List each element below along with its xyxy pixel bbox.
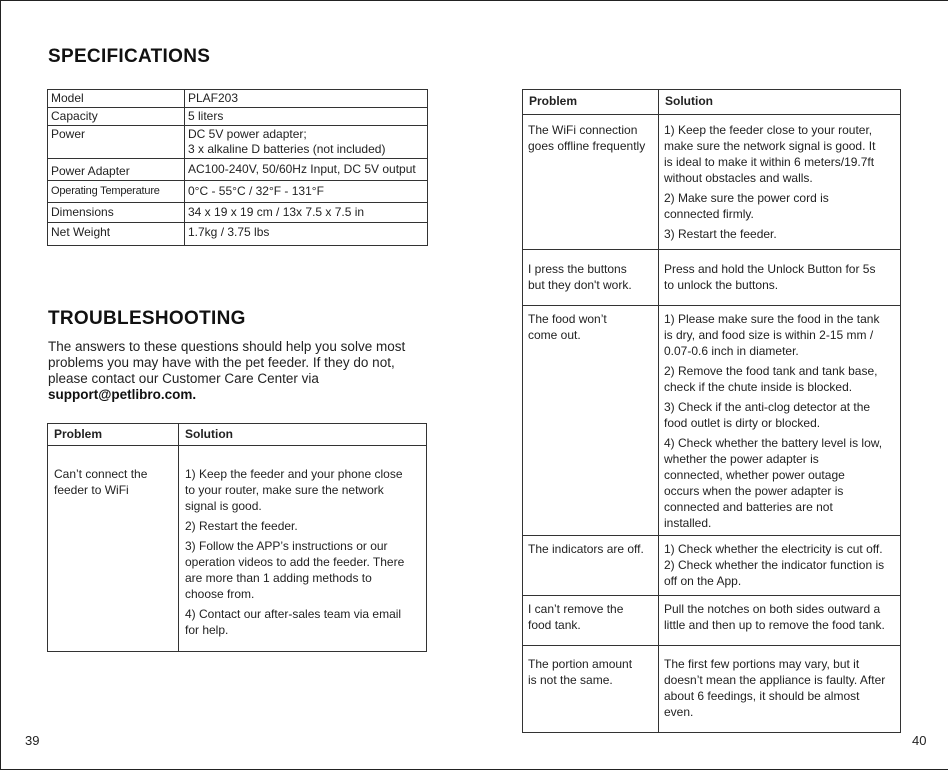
solution-line: is ideal to make it within 6 meters/19.7ft [664, 155, 875, 169]
solution-line: Pull the notches on both sides outward a [664, 602, 881, 616]
solution-line: 1) Keep the feeder and your phone close [185, 467, 403, 481]
solution-line: 2) Remove the food tank and tank base, [664, 364, 878, 378]
solution-line: to unlock the buttons. [664, 278, 779, 292]
solution-line: make sure the network signal is good. It [664, 139, 876, 153]
table-header-row [48, 424, 427, 446]
spec-row-model [48, 90, 428, 108]
solution-line: 0.07-0.6 inch in diameter. [664, 344, 799, 358]
troubleshooting-table-right [522, 89, 901, 733]
solution-line: 2) Make sure the power cord is [664, 191, 829, 205]
solution-cell [179, 446, 427, 652]
solution-step [664, 261, 895, 293]
column-header-solution: Solution [659, 90, 901, 115]
spec-value-line: 3 x alkaline D batteries (not included) [188, 142, 386, 156]
solution-line: connected and batteries are not [664, 500, 833, 514]
solution-line: choose from. [185, 587, 255, 601]
solution-step [185, 518, 420, 534]
solution-line: signal is good. [185, 499, 262, 513]
solution-line: 1) Keep the feeder close to your router, [664, 123, 873, 137]
spec-value [185, 181, 428, 203]
problem-line: I press the buttons [528, 262, 627, 276]
problem-line: The food won’t [528, 312, 607, 326]
solution-step [185, 466, 420, 514]
spec-row-power-adapter [48, 159, 428, 181]
troubleshooting-heading: TROUBLESHOOTING [48, 308, 246, 329]
solution-step [664, 399, 895, 431]
problem-cell [523, 596, 659, 646]
spec-value-line: 0°C - 55°C / 32°F - 131°F [188, 184, 324, 198]
solution-cell [659, 646, 901, 733]
solution-line: 1) Check whether the electricity is cut off. [664, 542, 883, 556]
problem-line: The indicators are off. [528, 542, 644, 556]
solution-line: off on the App. [664, 574, 742, 588]
column-header-solution: Solution [179, 424, 427, 446]
solution-step [664, 190, 895, 222]
problem-line: The WiFi connection [528, 123, 638, 137]
solution-step [664, 122, 895, 186]
solution-line: installed. [664, 516, 712, 530]
problem-cell [523, 306, 659, 536]
solution-step [664, 601, 895, 633]
spec-value-line: 5 liters [188, 109, 224, 123]
support-email-link[interactable]: support@petlibro.com. [48, 387, 197, 402]
solution-line: without obstacles and walls. [664, 171, 813, 185]
spec-label: Dimensions [48, 203, 185, 223]
spec-row-dimensions [48, 203, 428, 223]
spec-value-line: DC 5V power adapter; [188, 127, 307, 141]
spec-row-net-weight [48, 223, 428, 246]
solution-step [185, 538, 420, 602]
intro-text: The answers to these questions should help you solve most problems you may have with the pet feeder. If they do not, please contact our Customer Care Center via [48, 339, 406, 386]
solution-line: about 6 feedings, it should be almost [664, 689, 860, 703]
problem-cell [48, 446, 179, 652]
problem-line: Can’t connect the [54, 467, 148, 481]
solution-cell [659, 115, 901, 250]
problem-line: come out. [528, 328, 581, 342]
solution-line: Press and hold the Unlock Button for 5s [664, 262, 876, 276]
solution-cell [659, 596, 901, 646]
solution-step [664, 311, 895, 359]
page-number: 39 [25, 733, 40, 748]
spec-label: Power Adapter [48, 159, 185, 181]
column-header-problem: Problem [523, 90, 659, 115]
solution-step [664, 656, 895, 720]
solution-line: 1) Please make sure the food in the tank [664, 312, 880, 326]
solution-cell [659, 250, 901, 306]
solution-line: 3) Follow the APP’s instructions or our [185, 539, 388, 553]
problem-cell [523, 536, 659, 596]
problem-line: is not the same. [528, 673, 613, 687]
spec-label: Net Weight [48, 223, 185, 246]
troubleshooting-table-left [47, 423, 427, 652]
spec-value [185, 108, 428, 126]
solution-step [664, 226, 895, 242]
solution-step [664, 541, 895, 589]
problem-cell [523, 646, 659, 733]
solution-line: 2) Restart the feeder. [185, 519, 298, 533]
column-header-problem: Problem [48, 424, 179, 446]
solution-line: occurs when the power adapter is [664, 484, 844, 498]
solution-line: 3) Check if the anti-clog detector at the [664, 400, 871, 414]
problem-line: I can’t remove the [528, 602, 624, 616]
spec-row-power [48, 126, 428, 159]
spec-value [185, 223, 428, 246]
table-row [523, 596, 901, 646]
table-row [523, 646, 901, 733]
solution-line: for help. [185, 623, 229, 637]
solution-cell [659, 306, 901, 536]
spec-label: Power [48, 126, 185, 159]
problem-line: feeder to WiFi [54, 483, 129, 497]
solution-line: are more than 1 adding methods to [185, 571, 372, 585]
spec-label: Capacity [48, 108, 185, 126]
solution-cell [659, 536, 901, 596]
spec-value-line: 34 x 19 x 19 cm / 13x 7.5 x 7.5 in [188, 205, 365, 219]
solution-step [664, 435, 895, 531]
solution-line: 3) Restart the feeder. [664, 227, 777, 241]
solution-line: check if the chute inside is blocked. [664, 380, 853, 394]
solution-line: 2) Check whether the indicator function is [664, 558, 885, 572]
solution-line: 4) Check whether the battery level is low, [664, 436, 883, 450]
solution-step [185, 606, 420, 638]
problem-cell [523, 250, 659, 306]
solution-line: is dry, and food size is within 2-15 mm / [664, 328, 874, 342]
solution-line: even. [664, 705, 694, 719]
solution-line: operation videos to add the feeder. There [185, 555, 405, 569]
problem-line: but they don't work. [528, 278, 632, 292]
page-number: 40 [912, 733, 927, 748]
spec-row-capacity [48, 108, 428, 126]
spec-row-operating-temperature [48, 181, 428, 203]
spec-value-line: PLAF203 [188, 91, 239, 105]
specifications-table [47, 89, 428, 246]
spec-value-line: AC100-240V, 50/60Hz Input, DC 5V output [188, 162, 416, 176]
table-row [523, 115, 901, 250]
solution-step [664, 363, 895, 395]
spec-value [185, 90, 428, 108]
solution-line: little and then up to remove the food tank. [664, 618, 885, 632]
solution-line: food outlet is dirty or blocked. [664, 416, 821, 430]
problem-line: food tank. [528, 618, 581, 632]
table-row [523, 250, 901, 306]
solution-line: doesn’t mean the appliance is faulty. After [664, 673, 886, 687]
spec-label: Model [48, 90, 185, 108]
solution-line: connected firmly. [664, 207, 754, 221]
solution-line: connected, whether power outage [664, 468, 845, 482]
problem-line: The portion amount [528, 657, 633, 671]
spec-value [185, 203, 428, 223]
table-row [523, 306, 901, 536]
table-row [48, 446, 427, 652]
solution-line: 4) Contact our after-sales team via email [185, 607, 402, 621]
table-header-row [523, 90, 901, 115]
spec-value-line: 1.7kg / 3.75 lbs [188, 225, 270, 239]
spec-label: Operating Temperature [48, 181, 185, 203]
spec-value [185, 159, 428, 181]
spec-value [185, 126, 428, 159]
table-row [523, 536, 901, 596]
troubleshooting-intro [48, 339, 428, 403]
solution-line: whether the power adapter is [664, 452, 819, 466]
solution-line: The first few portions may vary, but it [664, 657, 860, 671]
problem-cell [523, 115, 659, 250]
solution-line: to your router, make sure the network [185, 483, 384, 497]
specifications-heading: SPECIFICATIONS [48, 46, 211, 67]
problem-line: goes offline frequently [528, 139, 646, 153]
